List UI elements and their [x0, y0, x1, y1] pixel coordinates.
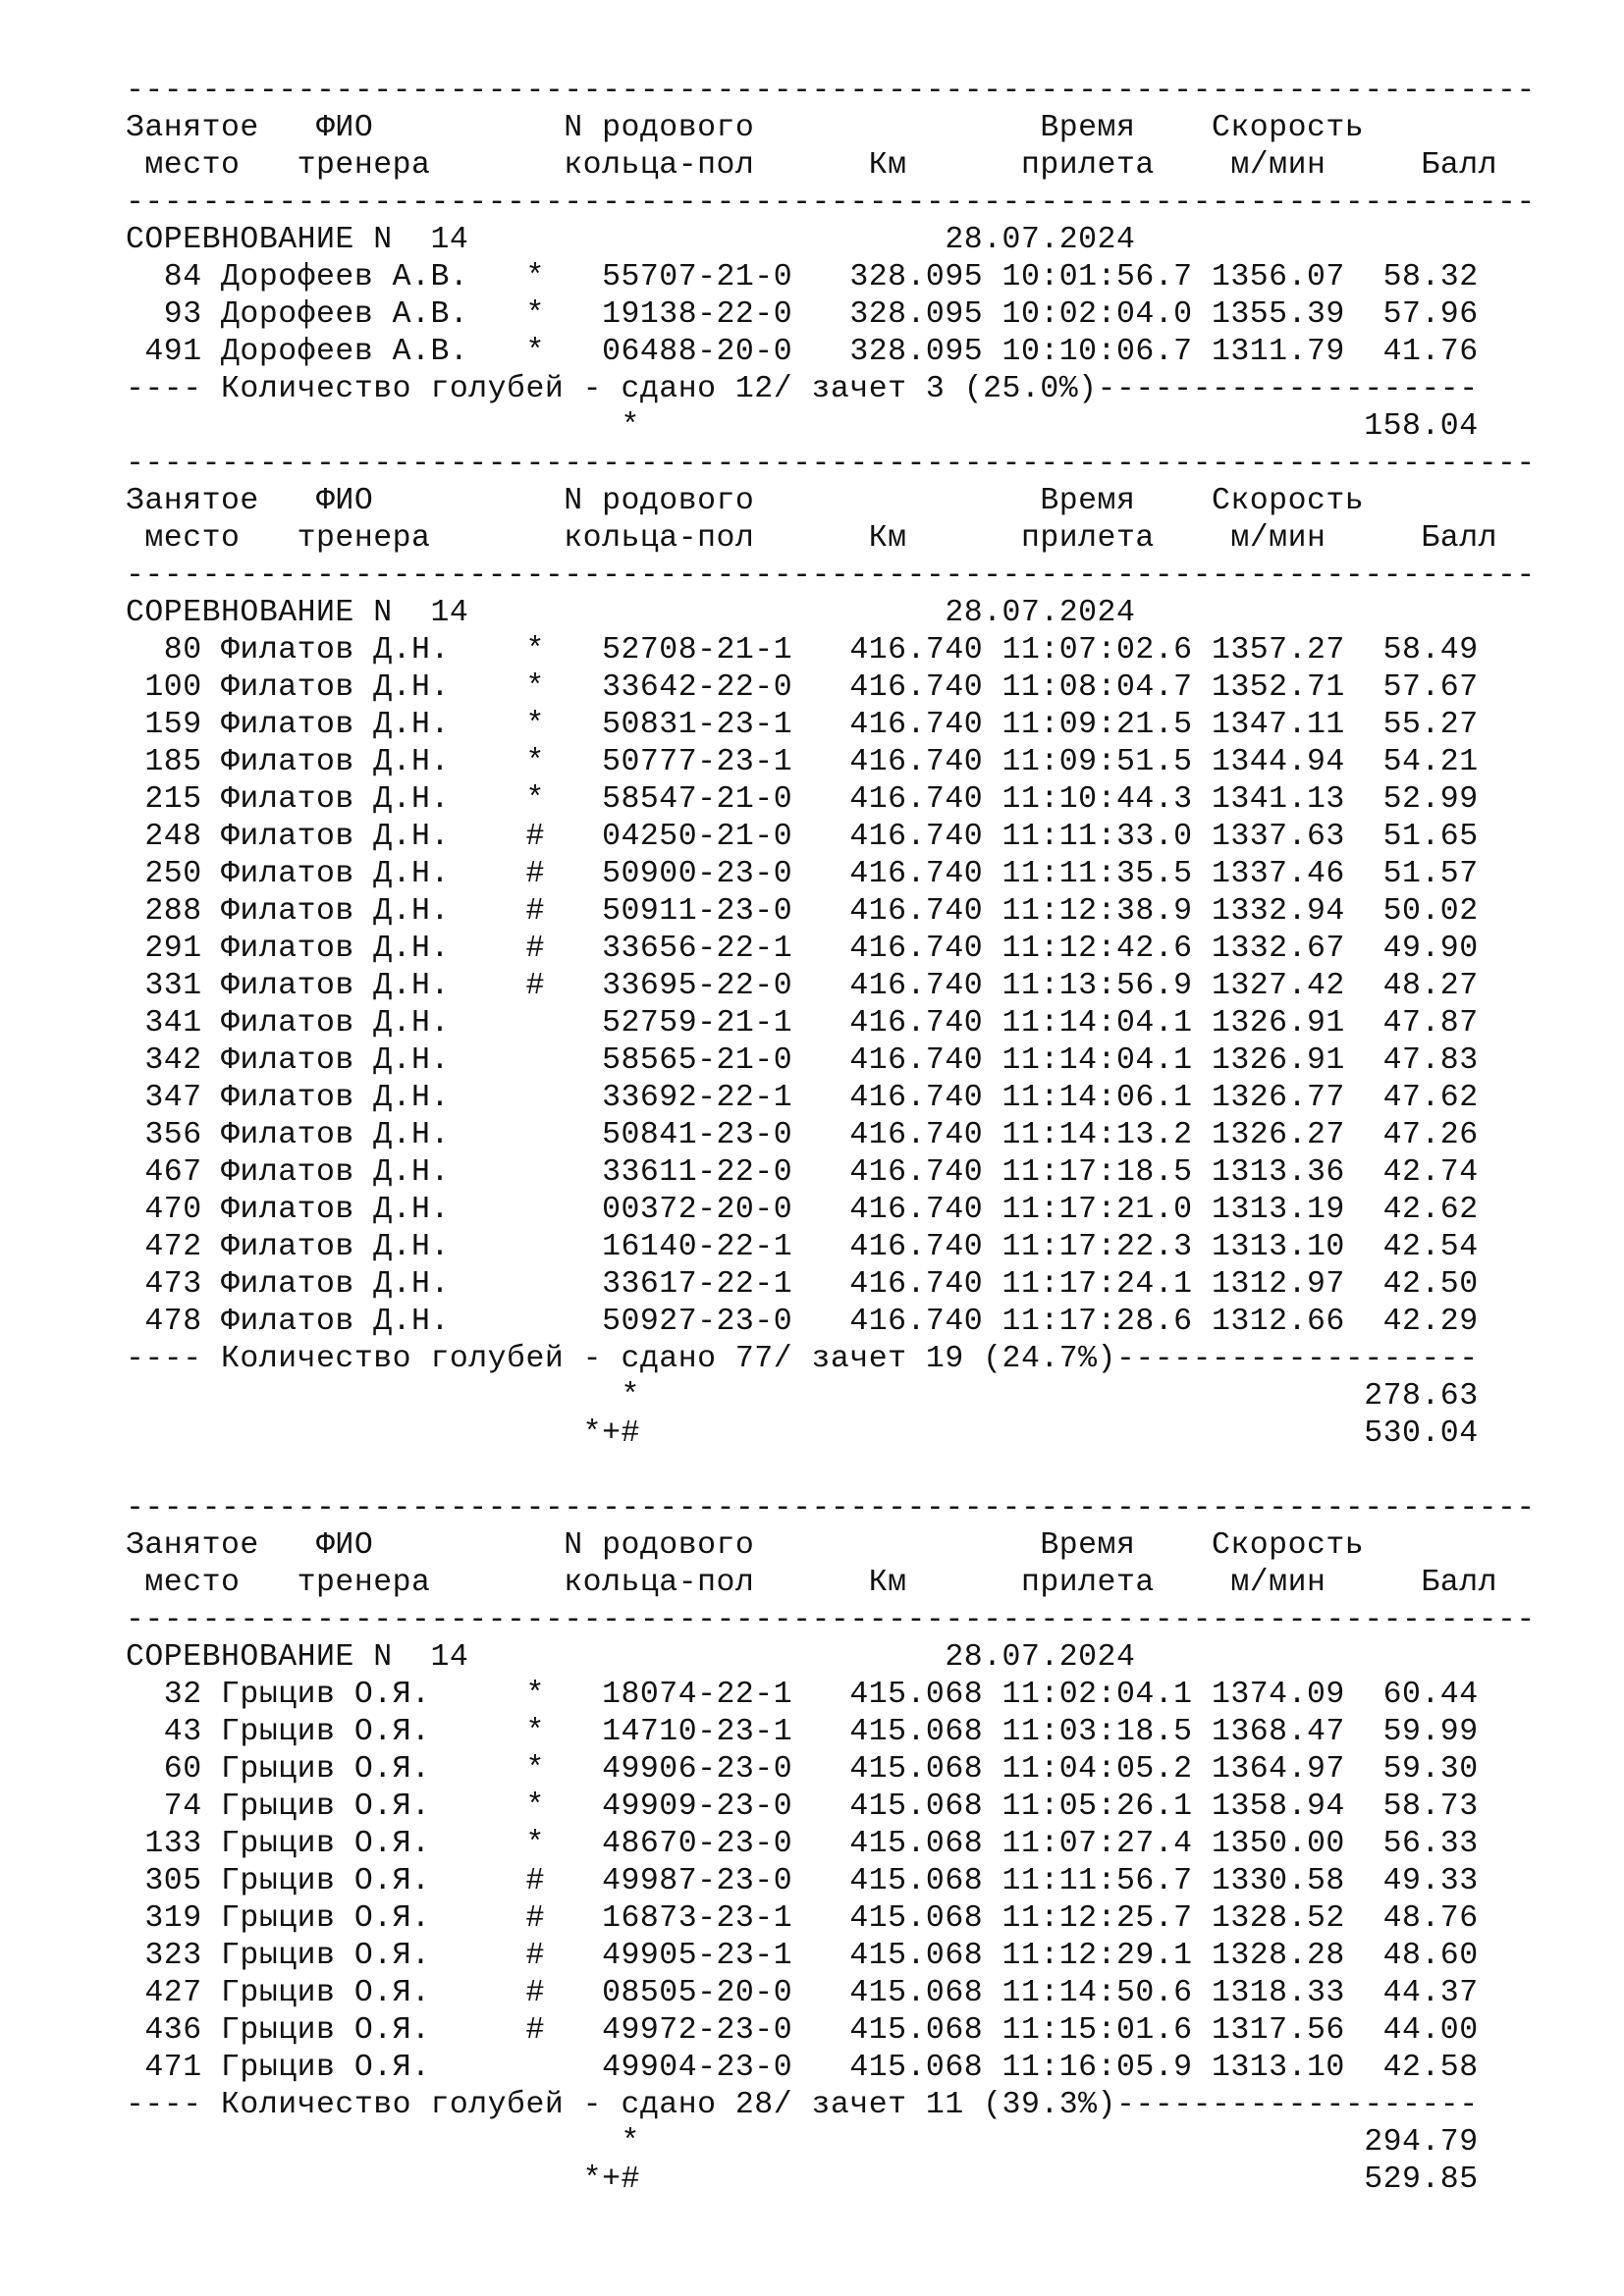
result-row: 291 Филатов Д.Н. # 33656-22-1 416.740 11:12:42.6 1332.67 49.90 [126, 932, 1479, 966]
blank-line [126, 1453, 1536, 1490]
column-header-line: Занятое ФИО N родового Время Скорость [126, 111, 1365, 145]
result-row: 185 Филатов Д.Н. * 50777-23-1 416.740 11:09:51.5 1344.94 54.21 [126, 745, 1479, 779]
result-row: 356 Филатов Д.Н. 50841-23-0 416.740 11:14:13.2 1326.27 47.26 [126, 1118, 1479, 1152]
separator-line: -------------------------------------------------------------------------- [126, 186, 1536, 220]
result-row: 74 Грыцив О.Я. * 49909-23-0 415.068 11:05:26.1 1358.94 58.73 [126, 1789, 1479, 1824]
summary-line: ---- Количество голубей - сдано 12/ зачет 3 (25.0%)-------------------- [126, 372, 1479, 406]
result-row: 32 Грыцив О.Я. * 18074-22-1 415.068 11:02:04.1 1374.09 60.44 [126, 1678, 1479, 1712]
result-row: 467 Филатов Д.Н. 33611-22-0 416.740 11:17:18.5 1313.36 42.74 [126, 1155, 1479, 1190]
competition-header-line: СОРЕВНОВАНИЕ N 14 28.07.2024 [126, 1640, 1136, 1675]
separator-line: -------------------------------------------------------------------------- [126, 1491, 1536, 1525]
separator-line: -------------------------------------------------------------------------- [126, 1603, 1536, 1637]
result-row: 491 Дорофеев А.В. * 06488-20-0 328.095 10:10:06.7 1311.79 41.76 [126, 335, 1479, 369]
result-row: 100 Филатов Д.Н. * 33642-22-0 416.740 11:08:04.7 1352.71 57.67 [126, 670, 1479, 705]
result-row: 93 Дорофеев А.В. * 19138-22-0 328.095 10:02:04.0 1355.39 57.96 [126, 297, 1479, 332]
result-row: 331 Филатов Д.Н. # 33695-22-0 416.740 11:13:56.9 1327.42 48.27 [126, 969, 1479, 1003]
result-row: 347 Филатов Д.Н. 33692-22-1 416.740 11:14:06.1 1326.77 47.62 [126, 1081, 1479, 1115]
result-row: 436 Грыцив О.Я. # 49972-23-0 415.068 11:15:01.6 1317.56 44.00 [126, 2013, 1479, 2048]
result-row: 323 Грыцив О.Я. # 49905-23-1 415.068 11:12:29.1 1328.28 48.60 [126, 1939, 1479, 1973]
column-header-line: место тренера кольца-пол Км прилета м/мин Балл [126, 521, 1498, 556]
total-line: * 278.63 [126, 1379, 1479, 1414]
summary-line: ---- Количество голубей - сдано 28/ зачет 11 (39.3%)------------------- [126, 2088, 1479, 2122]
column-header-line: место тренера кольца-пол Км прилета м/мин Балл [126, 148, 1498, 183]
total-line: *+# 529.85 [126, 2163, 1479, 2197]
result-row: 80 Филатов Д.Н. * 52708-21-1 416.740 11:07:02.6 1357.27 58.49 [126, 633, 1479, 667]
total-line: * 294.79 [126, 2125, 1479, 2160]
results-printout [126, 73, 1536, 2199]
result-row: 60 Грыцив О.Я. * 49906-23-0 415.068 11:04:05.2 1364.97 59.30 [126, 1752, 1479, 1787]
result-row: 133 Грыцив О.Я. * 48670-23-0 415.068 11:07:27.4 1350.00 56.33 [126, 1827, 1479, 1861]
column-header-line: место тренера кольца-пол Км прилета м/мин Балл [126, 1566, 1498, 1600]
result-row: 288 Филатов Д.Н. # 50911-23-0 416.740 11:12:38.9 1332.94 50.02 [126, 894, 1479, 929]
result-row: 473 Филатов Д.Н. 33617-22-1 416.740 11:17:24.1 1312.97 42.50 [126, 1267, 1479, 1302]
total-line: * 158.04 [126, 409, 1479, 444]
result-row: 159 Филатов Д.Н. * 50831-23-1 416.740 11:09:21.5 1347.11 55.27 [126, 708, 1479, 742]
result-row: 342 Филатов Д.Н. 58565-21-0 416.740 11:14:04.1 1326.91 47.83 [126, 1043, 1479, 1078]
separator-line: -------------------------------------------------------------------------- [126, 74, 1536, 108]
result-row: 471 Грыцив О.Я. 49904-23-0 415.068 11:16:05.9 1313.10 42.58 [126, 2051, 1479, 2085]
column-header-line: Занятое ФИО N родового Время Скорость [126, 1528, 1365, 1563]
result-row: 84 Дорофеев А.В. * 55707-21-0 328.095 10:01:56.7 1356.07 58.32 [126, 260, 1479, 294]
competition-header-line: СОРЕВНОВАНИЕ N 14 28.07.2024 [126, 223, 1136, 257]
result-row: 478 Филатов Д.Н. 50927-23-0 416.740 11:17:28.6 1312.66 42.29 [126, 1305, 1479, 1339]
column-header-line: Занятое ФИО N родового Время Скорость [126, 484, 1365, 518]
result-row: 250 Филатов Д.Н. # 50900-23-0 416.740 11:11:35.5 1337.46 51.57 [126, 857, 1479, 891]
result-row: 305 Грыцив О.Я. # 49987-23-0 415.068 11:11:56.7 1330.58 49.33 [126, 1864, 1479, 1898]
separator-line: -------------------------------------------------------------------------- [126, 559, 1536, 593]
result-row: 248 Филатов Д.Н. # 04250-21-0 416.740 11:11:33.0 1337.63 51.65 [126, 820, 1479, 854]
result-row: 43 Грыцив О.Я. * 14710-23-1 415.068 11:03:18.5 1368.47 59.99 [126, 1715, 1479, 1749]
result-row: 472 Филатов Д.Н. 16140-22-1 416.740 11:17:22.3 1313.10 42.54 [126, 1230, 1479, 1264]
result-row: 319 Грыцив О.Я. # 16873-23-1 415.068 11:12:25.7 1328.52 48.76 [126, 1901, 1479, 1936]
result-row: 341 Филатов Д.Н. 52759-21-1 416.740 11:14:04.1 1326.91 47.87 [126, 1006, 1479, 1041]
result-row: 427 Грыцив О.Я. # 08505-20-0 415.068 11:14:50.6 1318.33 44.37 [126, 1976, 1479, 2010]
separator-line: -------------------------------------------------------------------------- [126, 447, 1536, 481]
total-line: *+# 530.04 [126, 1416, 1479, 1451]
result-row: 470 Филатов Д.Н. 00372-20-0 416.740 11:17:21.0 1313.19 42.62 [126, 1193, 1479, 1227]
summary-line: ---- Количество голубей - сдано 77/ зачет 19 (24.7%)------------------- [126, 1342, 1479, 1376]
result-row: 215 Филатов Д.Н. * 58547-21-0 416.740 11:10:44.3 1341.13 52.99 [126, 782, 1479, 817]
competition-header-line: СОРЕВНОВАНИЕ N 14 28.07.2024 [126, 596, 1136, 630]
